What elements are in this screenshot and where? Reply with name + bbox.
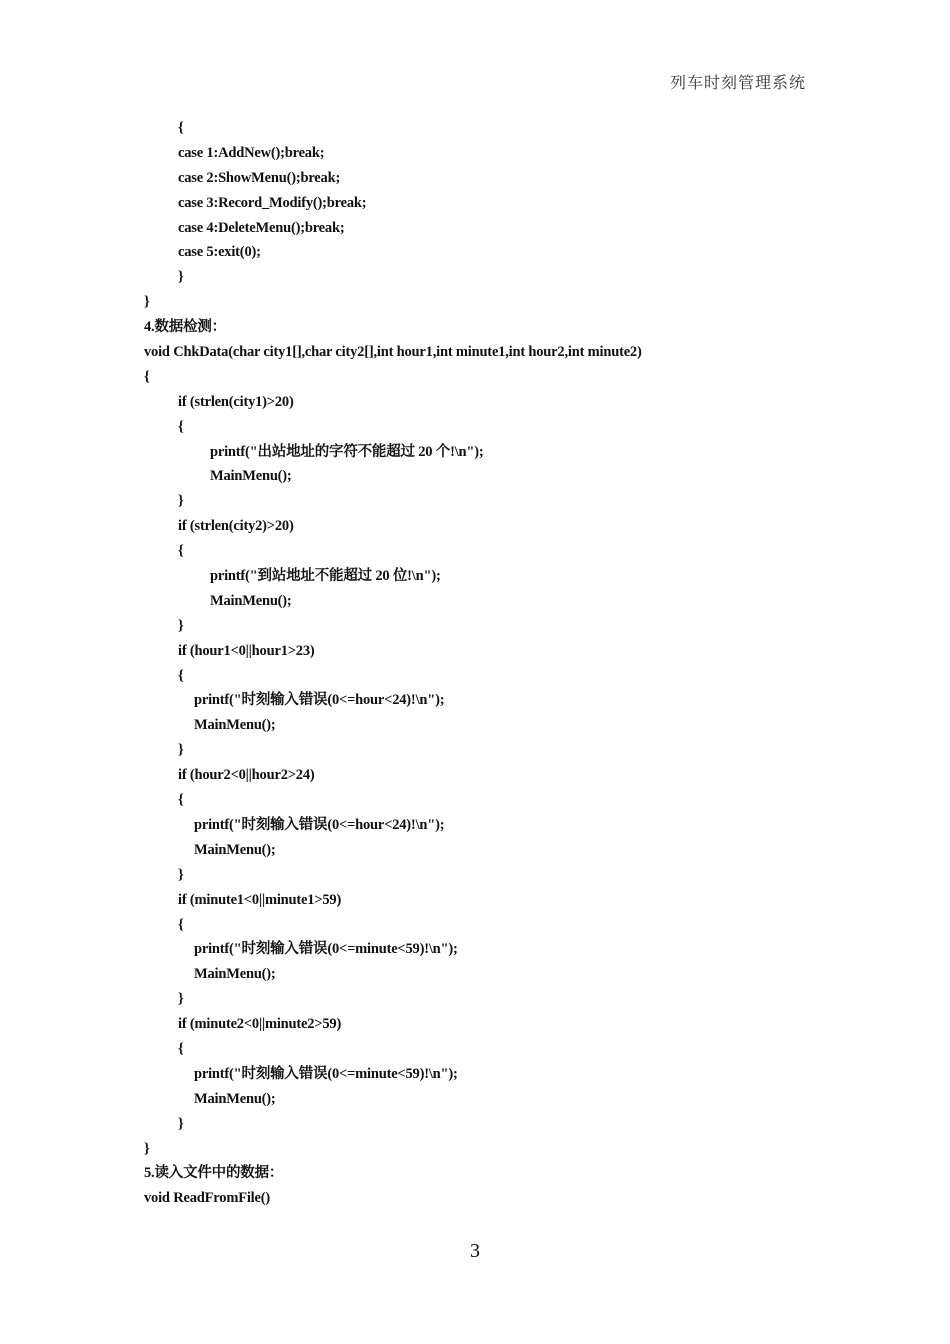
code-line: { bbox=[178, 120, 184, 136]
code-line: } bbox=[178, 269, 184, 286]
code-line: { bbox=[178, 792, 184, 809]
code-line: if (minute1<0||minute1>59) bbox=[178, 891, 342, 908]
code-line: if (minute2<0||minute2>59) bbox=[178, 1016, 342, 1033]
code-line: 5.读入文件中的数据： bbox=[144, 1165, 284, 1182]
code-line: printf("时刻输入错误(0<=hour<24)!\n"); bbox=[194, 692, 445, 709]
code-line: { bbox=[178, 1040, 184, 1057]
code-line: } bbox=[178, 866, 184, 883]
code-line: if (strlen(city2)>20) bbox=[178, 518, 294, 535]
code-line: 4.数据检测： bbox=[144, 319, 226, 336]
code-line: { bbox=[178, 667, 184, 684]
code-line: if (strlen(city1)>20) bbox=[178, 393, 294, 410]
code-line: MainMenu(); bbox=[210, 468, 292, 485]
code-line: MainMenu(); bbox=[210, 592, 292, 609]
code-line: } bbox=[178, 1115, 184, 1132]
code-line: case 2:ShowMenu();break; bbox=[178, 169, 341, 186]
code-line: case 1:AddNew();break; bbox=[178, 144, 325, 161]
code-line: case 4:DeleteMenu();break; bbox=[178, 219, 345, 236]
code-line: if (hour1<0||hour1>23) bbox=[178, 642, 315, 659]
code-line: MainMenu(); bbox=[194, 717, 276, 734]
page-header-title: 列车时刻管理系统 bbox=[669, 73, 806, 92]
page-number: 3 bbox=[470, 1240, 480, 1262]
code-line: { bbox=[144, 368, 150, 385]
code-line: MainMenu(); bbox=[194, 1090, 276, 1107]
code-line: printf("时刻输入错误(0<=minute<59)!\n"); bbox=[194, 941, 458, 958]
code-line: } bbox=[144, 294, 150, 311]
code-line: void ChkData(char city1[],char city2[],int hour1,int minute1,int hour2,int minute2) bbox=[144, 344, 642, 361]
code-line: printf("时刻输入错误(0<=hour<24)!\n"); bbox=[194, 816, 445, 833]
code-line: } bbox=[178, 742, 184, 759]
code-line: { bbox=[178, 543, 184, 560]
code-listing bbox=[144, 116, 824, 1211]
code-line: MainMenu(); bbox=[194, 841, 276, 858]
code-line: } bbox=[144, 1140, 150, 1157]
code-line: case 3:Record_Modify();break; bbox=[178, 194, 367, 211]
code-line: } bbox=[178, 617, 184, 634]
code-line: } bbox=[178, 991, 184, 1008]
code-line: printf("出站地址的字符不能超过 20 个!\n"); bbox=[210, 443, 484, 460]
code-line: MainMenu(); bbox=[194, 966, 276, 983]
code-line: printf("时刻输入错误(0<=minute<59)!\n"); bbox=[194, 1065, 458, 1082]
code-line: { bbox=[178, 418, 184, 435]
code-line: void ReadFromFile() bbox=[144, 1190, 271, 1207]
code-line: case 5:exit(0); bbox=[178, 244, 261, 261]
code-line: printf("到站地址不能超过 20 位!\n"); bbox=[210, 568, 441, 585]
code-line: if (hour2<0||hour2>24) bbox=[178, 767, 315, 784]
code-line: } bbox=[178, 493, 184, 510]
code-line: { bbox=[178, 916, 184, 933]
